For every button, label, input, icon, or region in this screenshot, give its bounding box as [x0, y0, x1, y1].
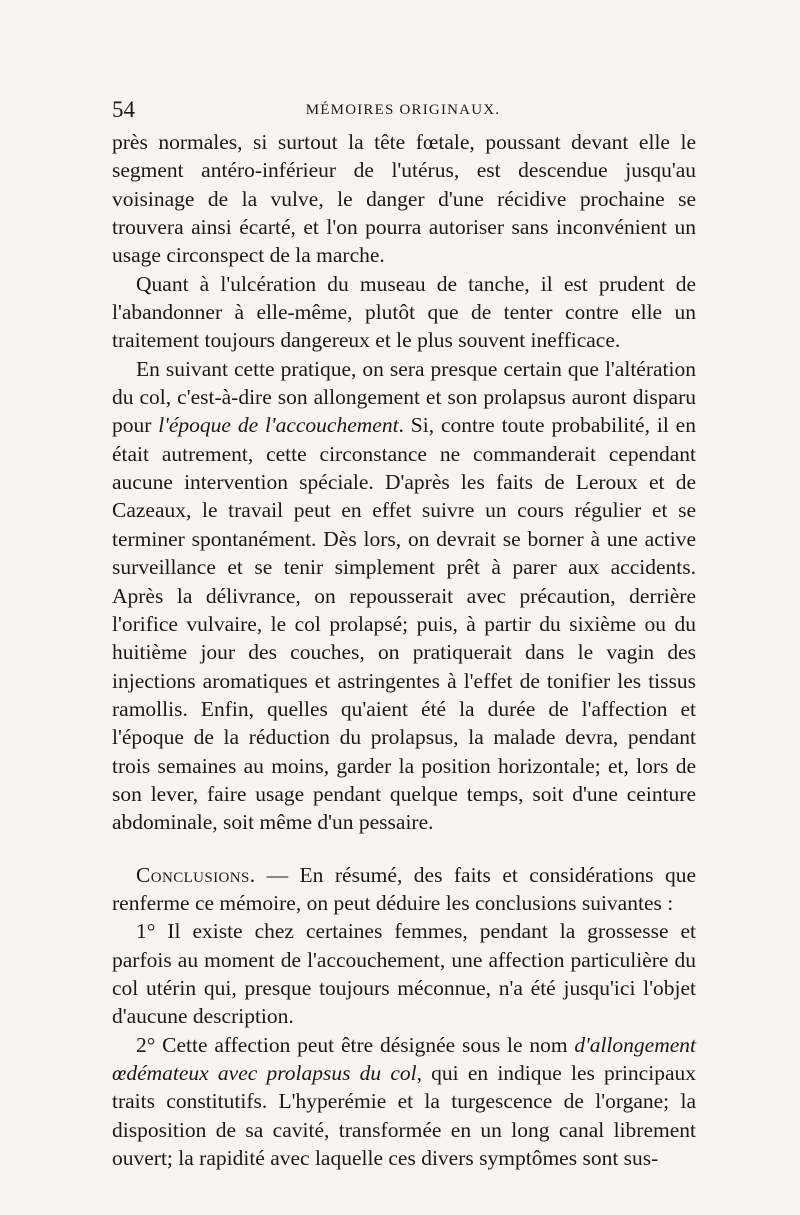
conclusions-intro-text: . — En résumé, des faits et considérations que renferme ce mémoire, on peut déduire les conclusions suivantes :: [112, 862, 696, 915]
paragraph-3: [112, 355, 696, 837]
conclusion-1: 1° Il existe chez certaines femmes, pendant la grossesse et parfois au moment de l'accouchement, une affection particulière du col utérin qui, presque toujours méconnue, n'a été jusqu'ici l'objet d'aucune description.: [112, 919, 696, 1029]
paragraph-3-text-before-italic: En suivant cette pratique, on sera presque certain que l'altération du col, c'est-à-dire son allongement et son prolapsus auront disparu pour: [112, 356, 696, 438]
conclusions-label: Conclusions: [136, 862, 250, 887]
conclusion-2-italic-term: d'allongement œdémateux avec prolapsus du col: [112, 1032, 696, 1085]
section-gap: [112, 837, 696, 861]
paragraph-1: près normales, si surtout la tête fœtale, poussant devant elle le segment antéro-inférieur de l'utérus, est descendue jusqu'au voisinage de la vulve, le danger d'une récidive prochaine se trouvera ainsi écarté, et l'on pourra autoriser sans inconvénient un usage circonspect de la marche.: [112, 130, 696, 268]
running-head: [112, 98, 694, 122]
paragraph-3-italic-phrase: l'époque de l'accouchement: [158, 413, 399, 438]
body-text: [112, 128, 696, 1172]
running-title: MÉMOIRES ORIGINAUX.: [305, 102, 501, 118]
conclusion-2-text-after-italic: , qui en indique les principaux traits constitutifs. L'hyperémie et la turgescence de l'organe; la disposition de sa cavité, transformée en un long canal librement ouvert; la rapidité avec laquelle ces divers symptômes sont sus-: [112, 1061, 696, 1171]
conclusion-2-text-before-italic: 2° Cette affection peut être désignée sous le nom: [136, 1032, 575, 1057]
paragraph-2: Quant à l'ulcération du museau de tanche, il est prudent de l'abandonner à elle-même, plutôt que de tenter contre elle un traitement toujours dangereux et le plus souvent inefficace.: [112, 271, 696, 353]
page-number: 54: [112, 97, 135, 122]
conclusion-2: [112, 1031, 696, 1173]
paragraph-3-text-after-italic: . Si, contre toute probabilité, il en était autrement, cette circonstance ne commanderait cependant aucune intervention spéciale. D'après les faits de Leroux et de Cazeaux, le travail peut en effet suivre un cours régulier et se terminer spontanément. Dès lors, on devrait se borner à une active surveillance et se tenir simplement prêt à parer aux accidents. Après la délivrance, on repousserait avec précaution, derrière l'orifice vulvaire, le col prolapsé; puis, à partir du sixième ou du huitième jour des couches, on pratiquerait dans le vagin des injections aromatiques et astringentes à l'effet de tonifier les tissus ramollis. Enfin, quelles qu'aient été la durée de l'affection et l'époque de la réduction du prolapsus, la malade devra, pendant trois semaines au moins, garder la position horizontale; et, lors de son lever, faire usage pendant quelque temps, soit d'une ceinture abdominale, soit même d'un pessaire.: [112, 413, 696, 835]
conclusions-intro-paragraph: [112, 861, 696, 918]
